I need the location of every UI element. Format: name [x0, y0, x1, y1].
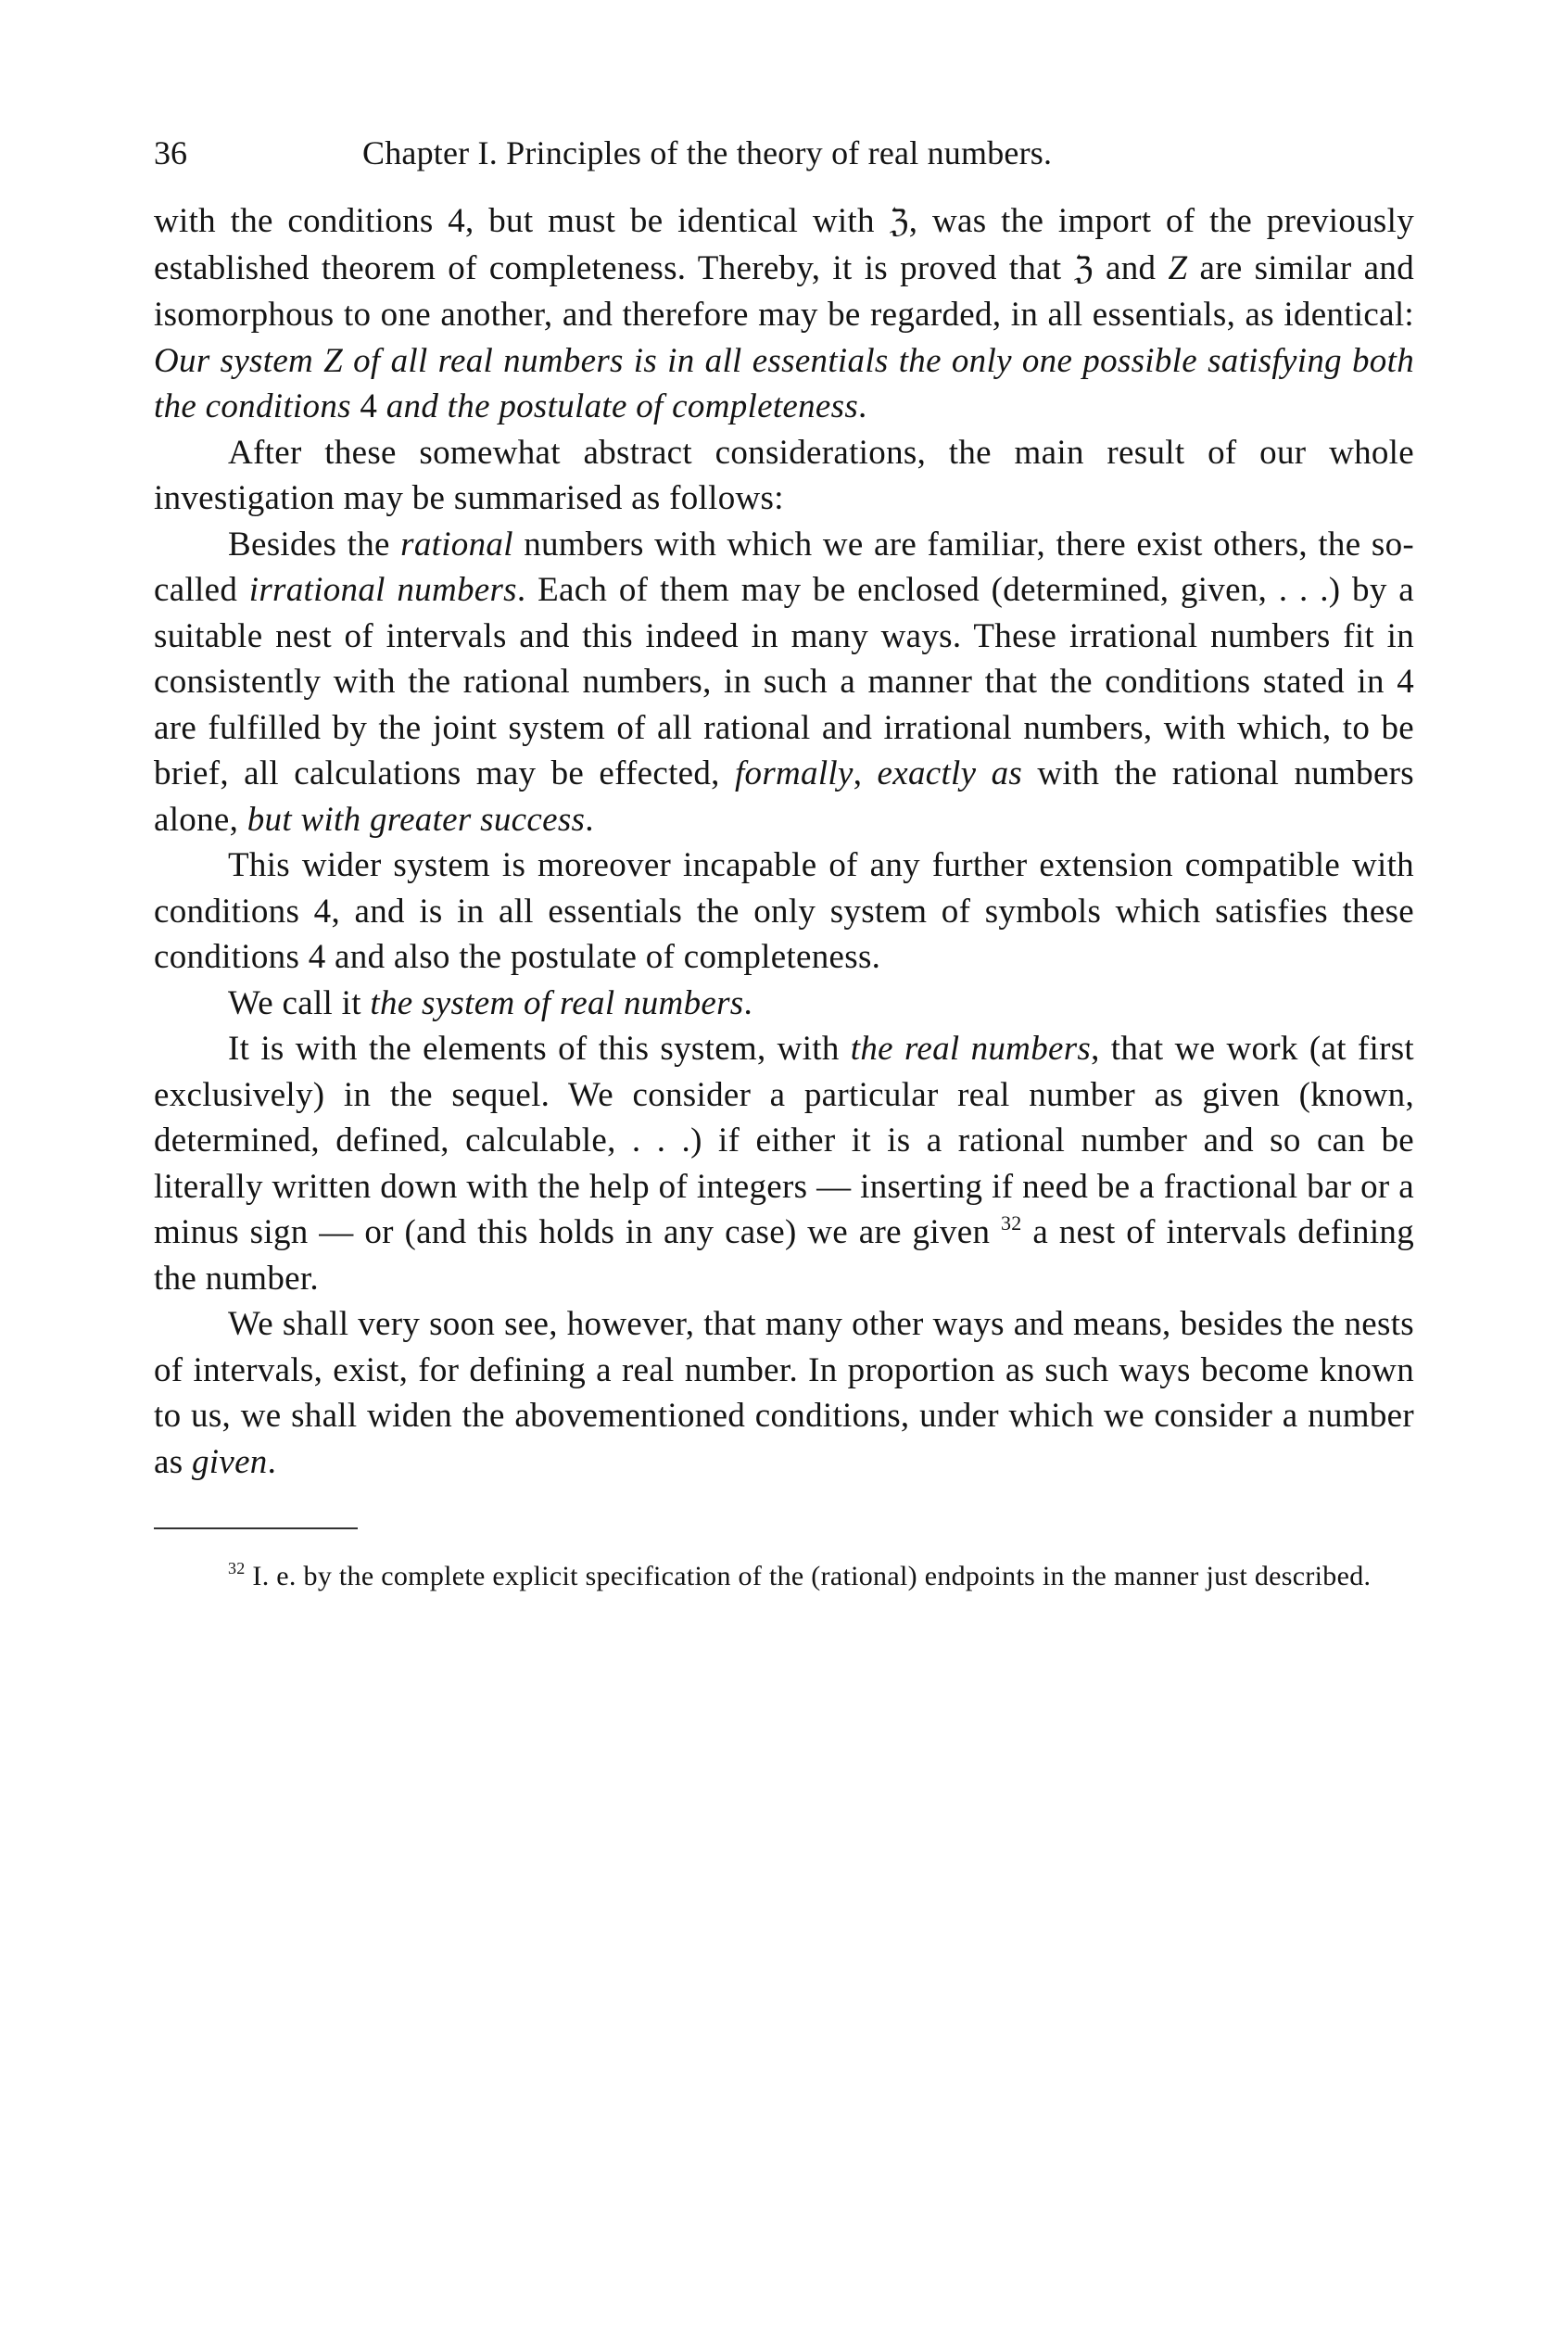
text-run: 4	[350, 387, 386, 425]
fraktur-symbol: ℨ	[889, 203, 909, 240]
text-run: It is with the elements of this system, with	[228, 1030, 851, 1068]
emphasis: the real numbers	[850, 1030, 1092, 1068]
footnote-text: I. e. by the complete explicit specification of the (rational) endpoints in the manner just described.	[245, 1561, 1372, 1591]
text-run: with the rational numbers alone,	[154, 754, 1414, 839]
footnote-marker: 32	[228, 1559, 246, 1577]
page	[154, 130, 1414, 1595]
emphasis: formally	[734, 754, 854, 792]
body-text	[154, 198, 1414, 1485]
text-run: numbers with which we are familiar, there exist others, the so-called	[154, 525, 1414, 609]
text-run: , that we work (at first exclusively) in the sequel. We consider a particular real number as given (known, determined, defined, calculable, . . .) if either it is a rational number and so can be literally written down with the help of integers — inserting if need be a fractional bar or a minus sign — or (and this holds in any case) we are given	[154, 1030, 1414, 1251]
text-run: are similar and isomorphous to one another, and therefore may be regarded, in all essentials, as identical:	[154, 248, 1414, 334]
emphasis: given	[191, 1442, 268, 1481]
paragraph-other-ways	[154, 1301, 1414, 1485]
text-run: .	[585, 800, 594, 839]
paragraph-definition	[154, 981, 1414, 1027]
paragraph-completeness	[154, 198, 1414, 430]
text-run: This wider system is moreover incapable of any further extension compatible with conditions 4, and is in all essentials the only system of symbols which satisfies these conditions 4 and also the postulate of completeness.	[154, 846, 1414, 976]
emphasis: and the postulate of completeness	[386, 387, 859, 425]
footnote-divider	[154, 1527, 358, 1529]
paragraph-irrational-numbers	[154, 522, 1414, 843]
text-run: We shall very soon see, however, that many other ways and means, besides the nests of intervals, exist, for defining a real number. In proportion as such ways become known to us, we shall widen the abovementioned conditions, under which we consider a number as	[154, 1305, 1414, 1481]
paragraph-summary-intro	[154, 430, 1414, 522]
text-run: , was the import of the previously established theorem of completeness. Thereby, it is proved that	[154, 202, 1414, 287]
text-run: .	[267, 1442, 277, 1481]
text-run: We call it	[228, 983, 371, 1022]
text-run: . Each of them may be enclosed (determined, given, . . .) by a suitable nest of intervals and this indeed in many ways. These irrational numbers fit in consistently with the rational numbers, in such a manner that the conditions stated in 4 are fulfilled by the joint system of all rational and irrational numbers, with which, to be brief, all calculations may be effected,	[154, 571, 1414, 792]
emphasis: the system of real numbers	[370, 983, 744, 1022]
text-run: with the conditions 4, but must be identical with	[154, 202, 890, 240]
emphasis: Our system Z of all real numbers is in all essentials the only one possible satisfying both the conditions	[154, 341, 1414, 425]
paragraph-given-number	[154, 1026, 1414, 1301]
text-run: a nest of intervals defining the number.	[154, 1213, 1414, 1298]
text-run: .	[743, 983, 753, 1022]
symbol-z: Z	[1168, 248, 1188, 287]
page-header	[154, 130, 1414, 176]
text-run: Besides the	[228, 525, 401, 564]
text-run: .	[858, 387, 867, 425]
text-run: After these somewhat abstract considerations, the main result of our whole investigation may be summarised as follows:	[154, 433, 1414, 517]
emphasis: irrational numbers	[248, 571, 517, 609]
running-head: Chapter I. Principles of the theory of real numbers.	[362, 134, 1053, 171]
emphasis: rational	[400, 525, 513, 564]
text-run: and	[1093, 248, 1169, 287]
text-run: ,	[853, 754, 878, 792]
footnote	[154, 1557, 1414, 1595]
emphasis: exactly as	[877, 754, 1023, 792]
footnote-reference[interactable]: 32	[1001, 1211, 1022, 1235]
page-number: 36	[154, 134, 187, 171]
fraktur-symbol: ℨ	[1073, 249, 1094, 287]
paragraph-wider-system	[154, 843, 1414, 981]
emphasis: but with greater success	[247, 800, 586, 839]
